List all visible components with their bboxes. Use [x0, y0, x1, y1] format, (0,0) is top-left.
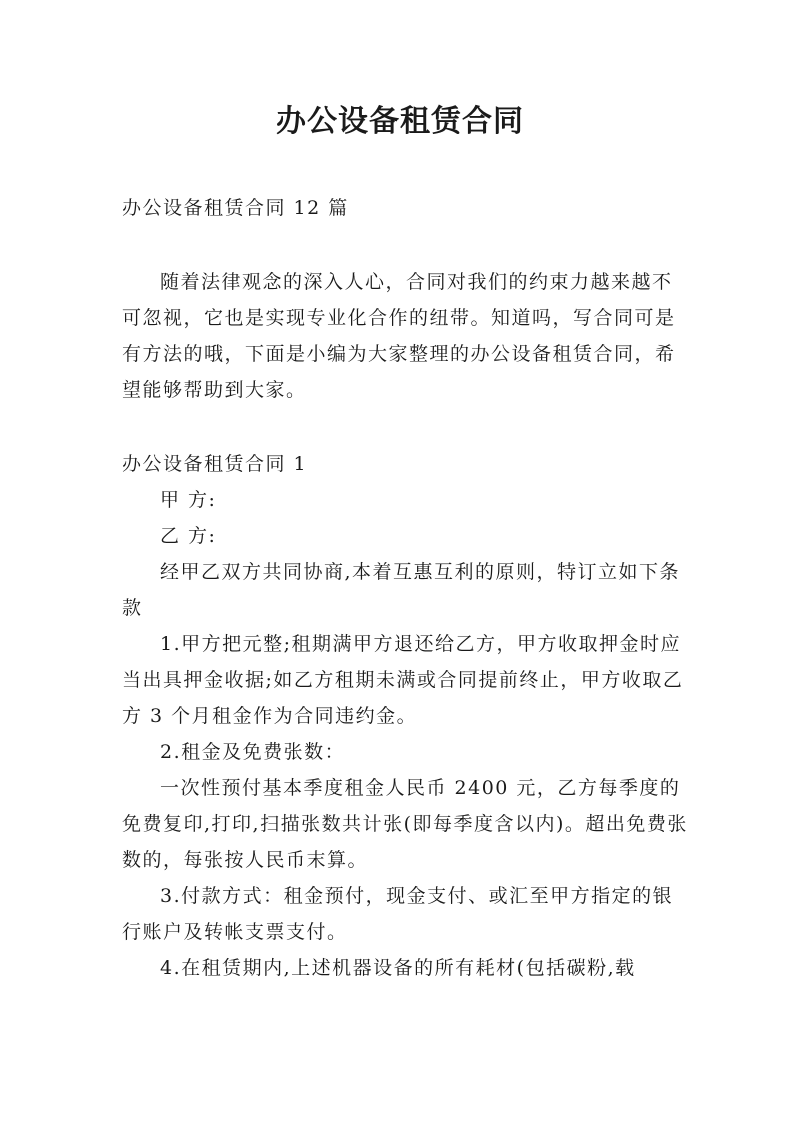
document-title: 办公设备租赁合同 — [276, 104, 524, 139]
document-body — [122, 190, 690, 986]
spacer — [122, 226, 690, 264]
preamble-paragraph: 经甲乙双方共同协商,本着互惠互利的原则，特订立如下条款 — [122, 561, 681, 619]
section-heading: 办公设备租赁合同 1 — [122, 453, 308, 475]
clause-2-paragraph: 一次性预付基本季度租金人民币 2400 元，乙方每季度的免费复印,打印,扫描张数共计张(即每季度含以内)。超出免费张数的，每张按人民币末算。 — [122, 777, 688, 871]
clause-1-paragraph: 1.甲方把元整;租期满甲方退还给乙方，甲方收取押金时应当出具押金收据;如乙方租期未满或合同提前终止，甲方收取乙方 3 个月租金作为合同违约金。 — [122, 633, 684, 727]
clause-4-paragraph: 4.在租赁期内,上述机器设备的所有耗材(包括碳粉,载 — [160, 957, 636, 979]
party-a-line: 甲 方: — [160, 489, 217, 511]
clause-3-paragraph: 3.付款方式：租金预付，现金支付、或汇至甲方指定的银行账户及转帐支票支付。 — [122, 885, 674, 943]
party-b-line: 乙 方: — [160, 525, 217, 547]
document-subtitle: 办公设备租赁合同 12 篇 — [122, 197, 349, 219]
spacer — [122, 408, 690, 446]
clause-2-heading: 2.租金及免费张数： — [160, 741, 346, 763]
intro-paragraph: 随着法律观念的深入人心，合同对我们的约束力越来越不可忽视，它也是实现专业化合作的纽带。知道吗，写合同可是有方法的哦，下面是小编为大家整理的办公设备租赁合同，希望能够帮助到大家。 — [122, 271, 676, 401]
